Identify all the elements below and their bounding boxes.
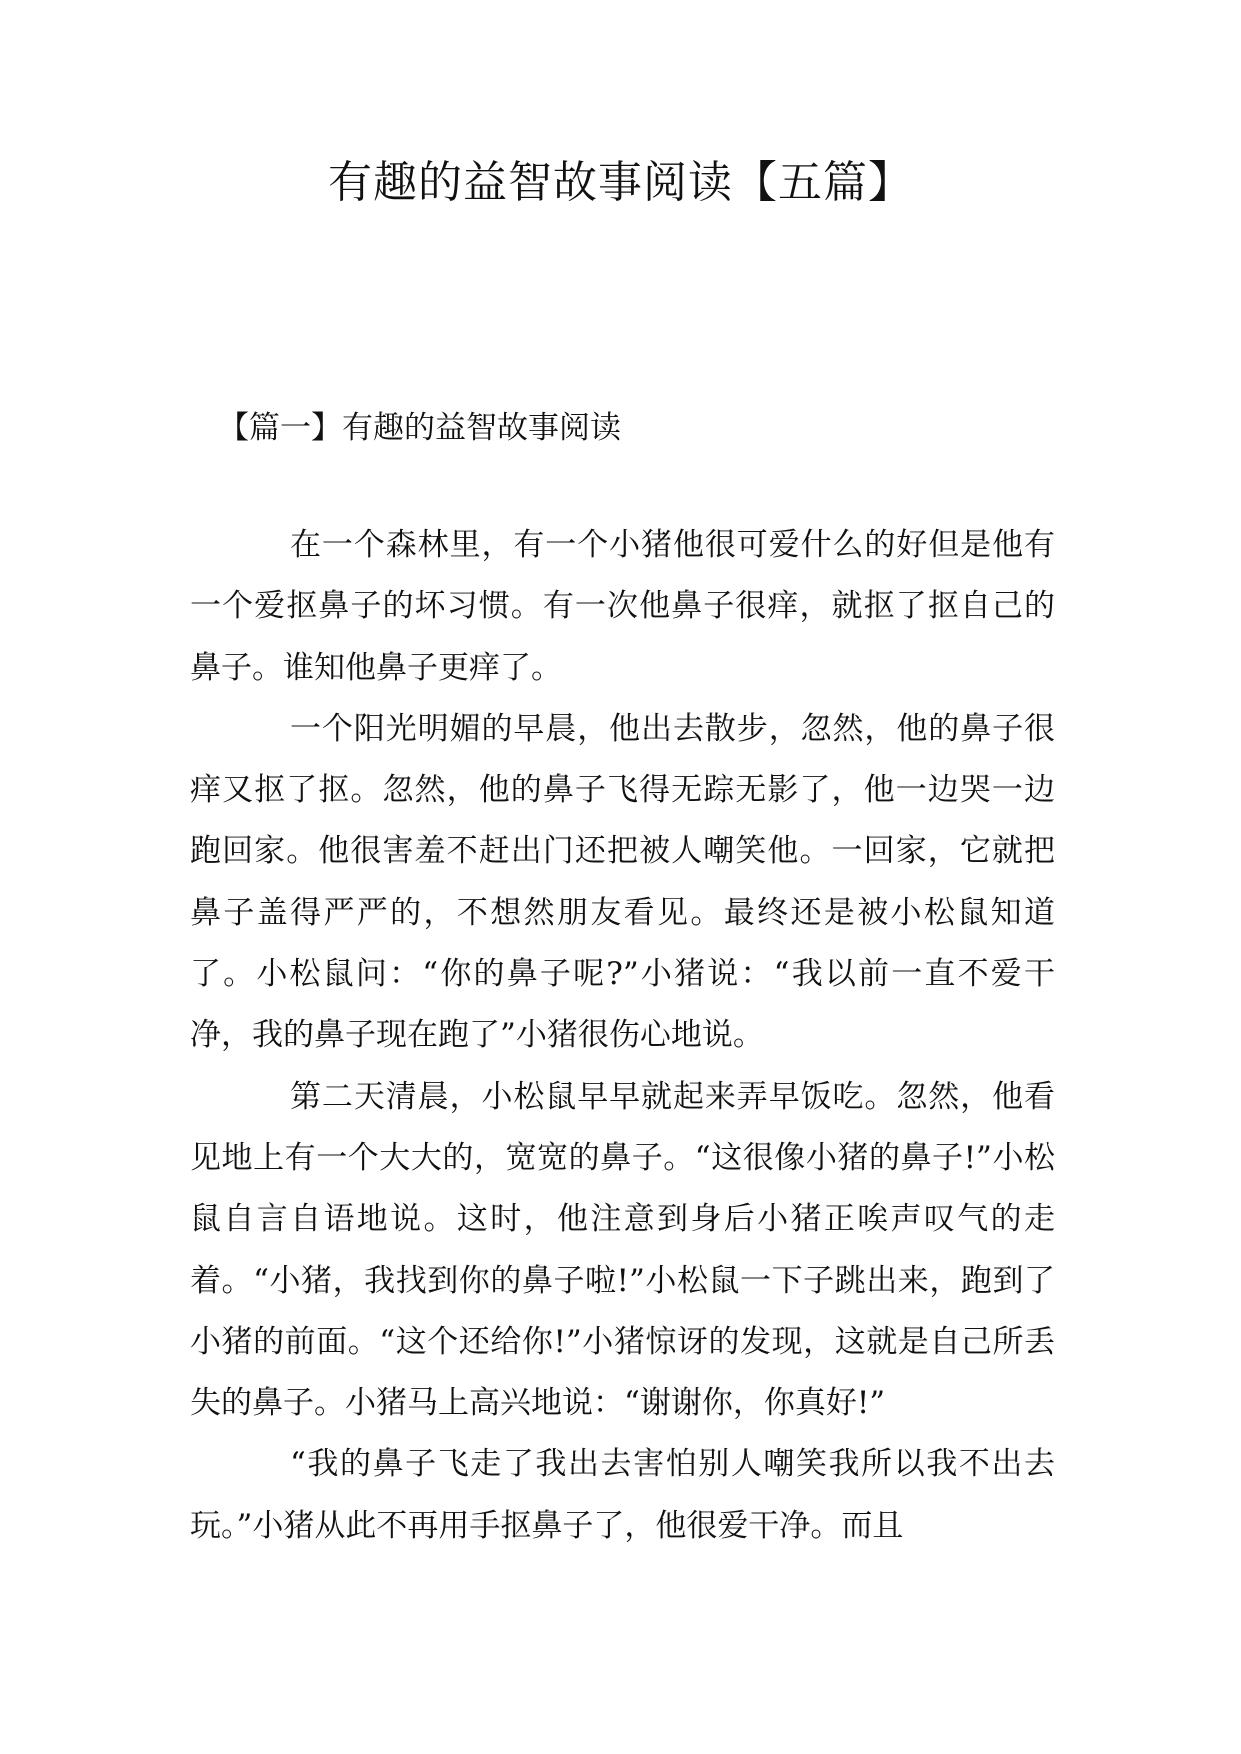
paragraph: “我的鼻子飞走了我出去害怕别人嘲笑我所以我不出去玩。”小猪从此不再用手抠鼻子了，他很爱干净。而且 xyxy=(190,1446,1055,1544)
document-title: 有趣的益智故事阅读【五篇】 xyxy=(328,157,913,208)
story-body xyxy=(190,515,1055,1557)
section-heading: 【篇一】有趣的益智故事阅读 xyxy=(218,410,621,446)
paragraph: 第二天清晨，小松鼠早早就起来弄早饭吃。忽然，他看见地上有一个大大的，宽宽的鼻子。“这很像小猪的鼻子!”小松鼠自言自语地说。这时，他注意到身后小猪正唉声叹气的走着。“小猪，我找到你的鼻子啦!”小松鼠一下子跳出来，跑到了小猪的前面。“这个还给你!”小猪惊讶的发现，这就是自己所丢失的鼻子。小猪马上高兴地说：“谢谢你，你真好!” xyxy=(190,1078,1055,1422)
paragraph: 在一个森林里，有一个小猪他很可爱什么的好但是他有一个爱抠鼻子的坏习惯。有一次他鼻子很痒，就抠了抠自己的鼻子。谁知他鼻子更痒了。 xyxy=(190,527,1055,686)
paragraph: 一个阳光明媚的早晨，他出去散步，忽然，他的鼻子很痒又抠了抠。忽然，他的鼻子飞得无踪无影了，他一边哭一边跑回家。他很害羞不赶出门还把被人嘲笑他。一回家，它就把鼻子盖得严严的，不想然朋友看见。最终还是被小松鼠知道了。小松鼠问：“你的鼻子呢?”小猪说：“我以前一直不爱干净，我的鼻子现在跑了”小猪很伤心地说。 xyxy=(190,710,1055,1054)
